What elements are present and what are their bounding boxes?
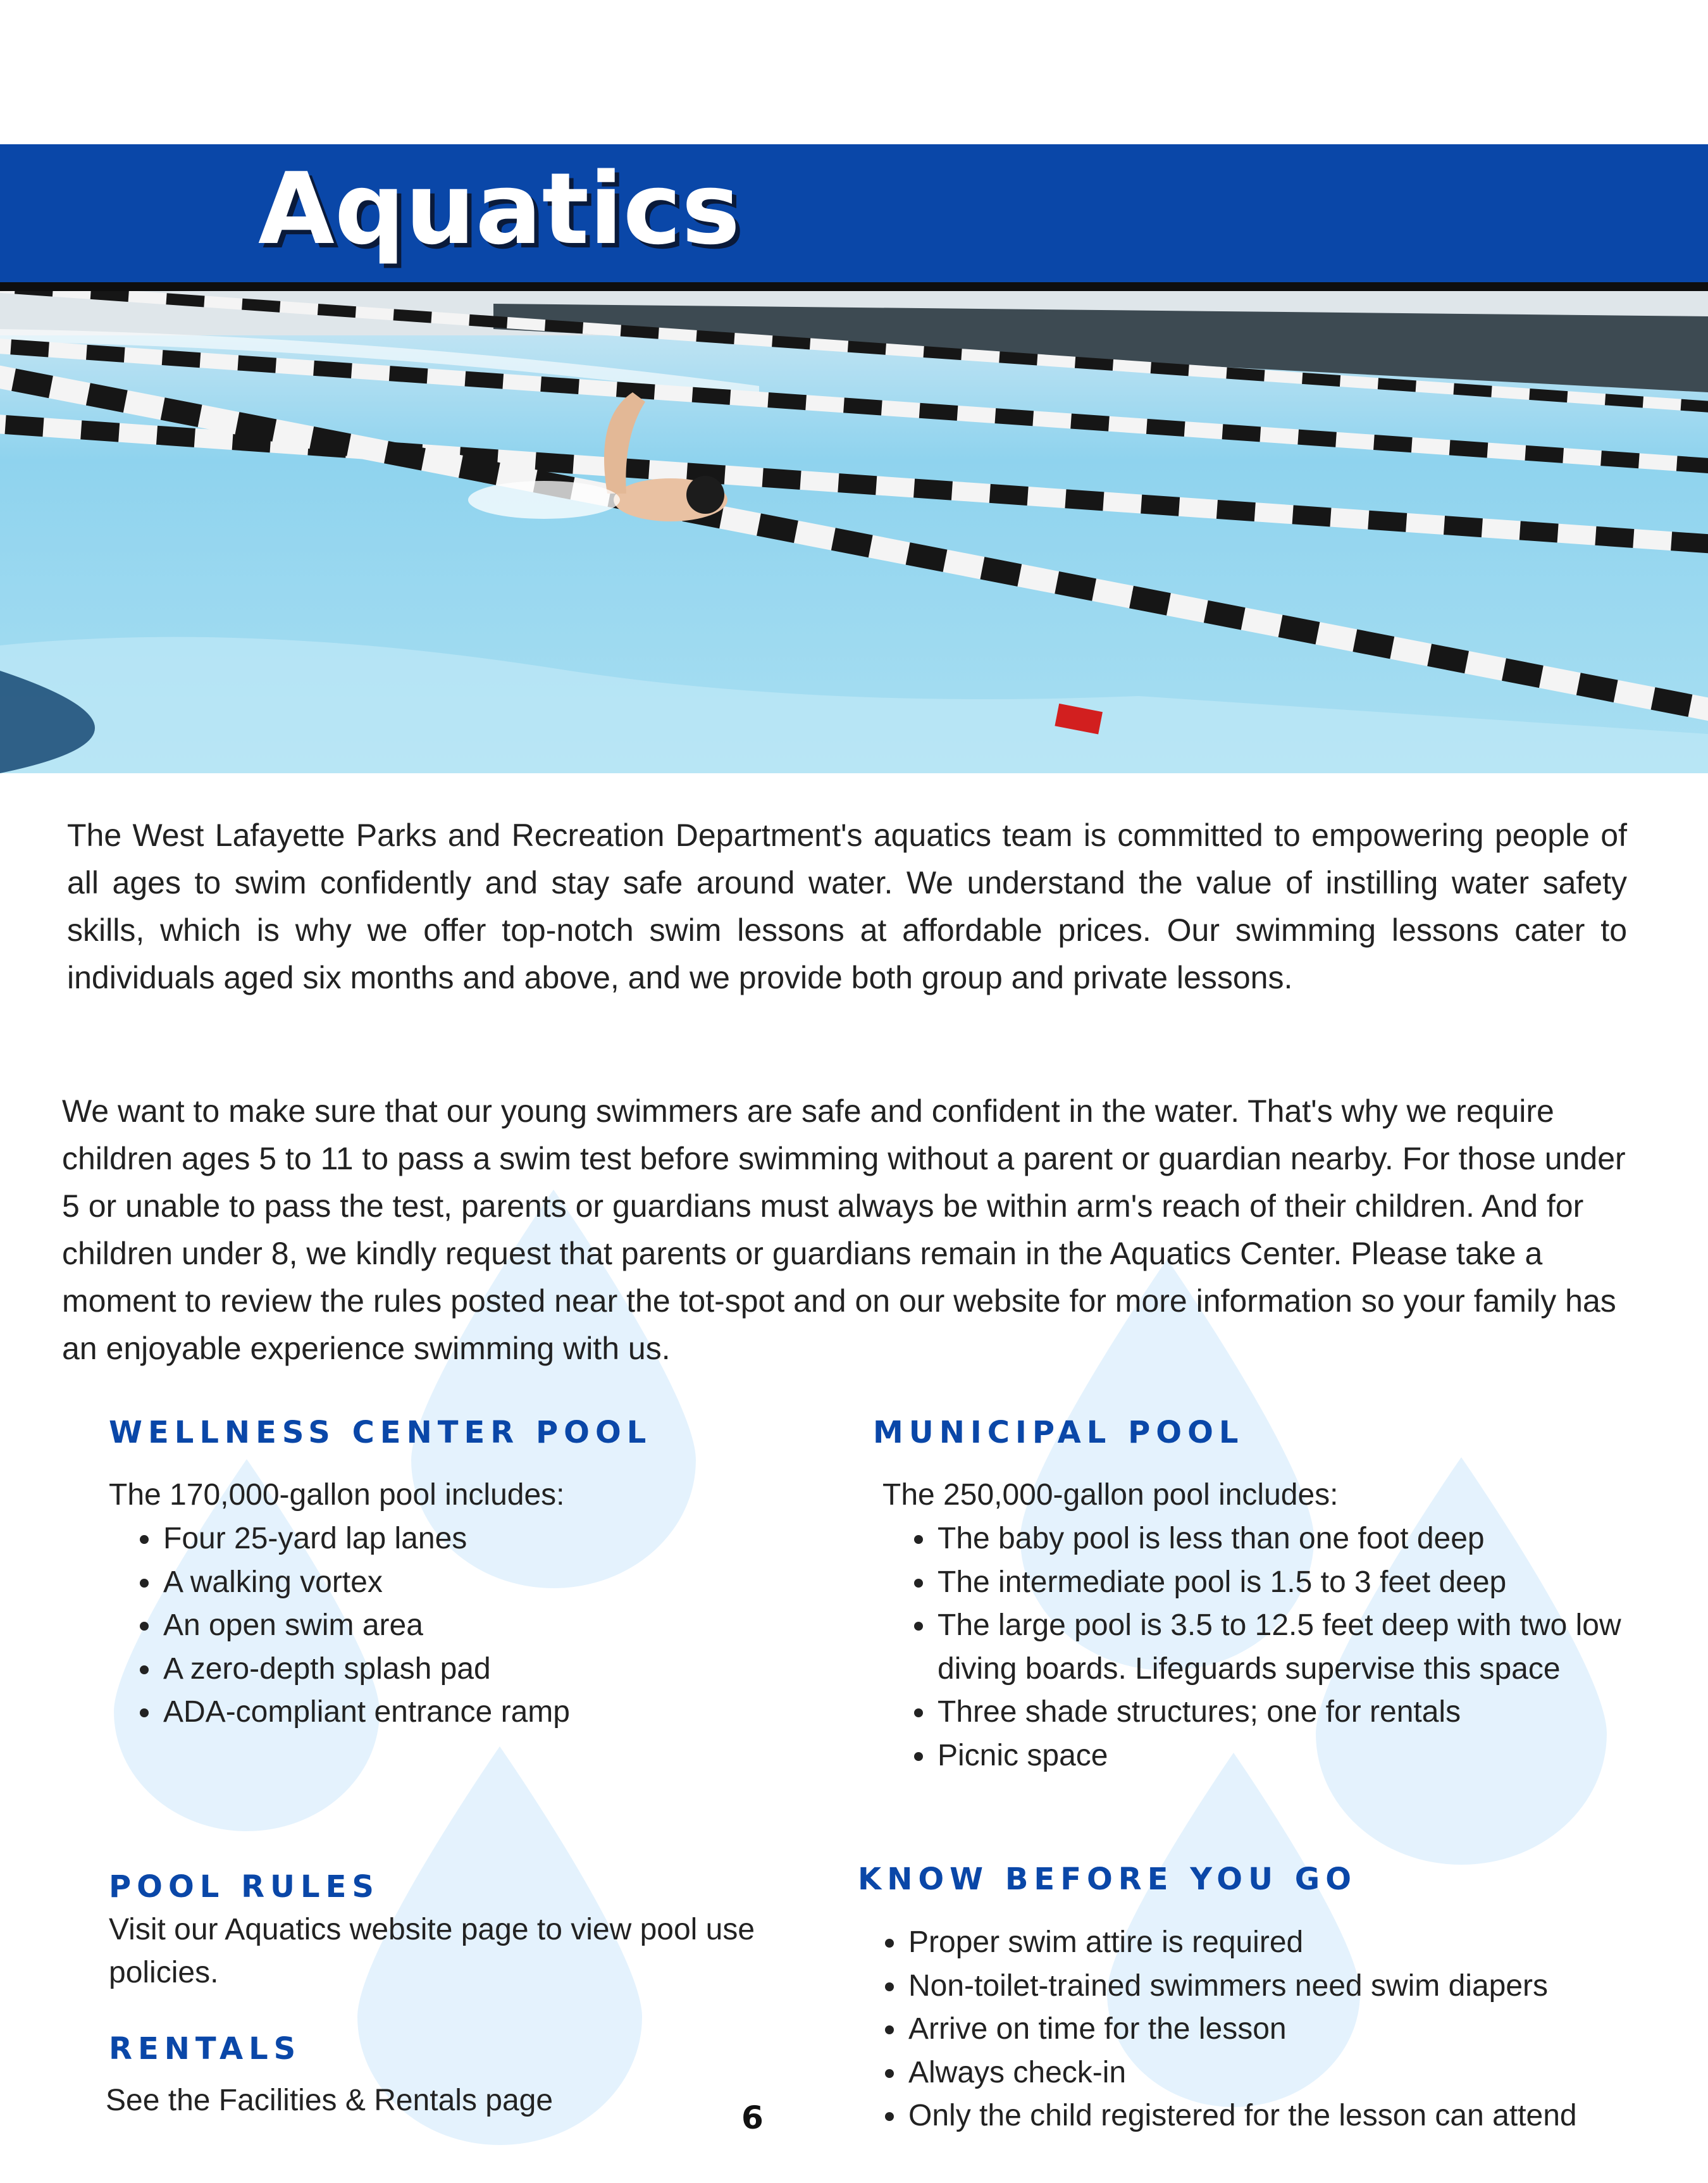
list-item: • The intermediate pool is 1.5 to 3 feet deep [936, 1561, 1683, 1605]
list-item: • Always check-in [907, 2051, 1708, 2095]
rentals-text: See the Facilities & Rentals page [106, 2084, 554, 2117]
list-item: • Non-toilet-trained swimmers need swim diapers [907, 1965, 1708, 2008]
list-item: • An open swim area [162, 1604, 570, 1648]
know-before-heading: KNOW BEFORE YOU GO [858, 1862, 1357, 1897]
page-number: 6 [741, 2099, 764, 2136]
pool-rules-text: Visit our Aquatics website page to view pool use policies. [109, 1913, 755, 1989]
pool-rules-heading: POOL RULES [109, 1869, 380, 1905]
rentals-heading: RENTALS [109, 2031, 302, 2067]
list-item: • The baby pool is less than one foot deep [936, 1517, 1683, 1561]
wellness-pool-list [109, 1517, 570, 1734]
header-banner [0, 144, 1708, 291]
wellness-pool-heading: WELLNESS CENTER POOL [109, 1415, 652, 1450]
list-item: • Four 25-yard lap lanes [162, 1517, 570, 1561]
municipal-pool-list [883, 1517, 1683, 1777]
intro-paragraph-2: We want to make sure that our young swimmers are safe and confident in the water. That's why we require children ages 5 to 11 to pass a swim test before swimming without a parent or guardian nearby. For those under 5 or unable to pass the test, parents or guardians must always be within arm's reach of their children. And for children under 8, we kindly request that parents or guardians remain in the Aquatics Center. Please take a moment to review the rules posted near the tot-spot and on our website for more information so your family has an enjoyable experience swimming with us. [62, 1093, 1626, 1366]
list-item: • The large pool is 3.5 to 12.5 feet deep with two low diving boards. Lifeguards supervise this space [936, 1604, 1683, 1691]
municipal-pool-intro: The 250,000-gallon pool includes: [882, 1478, 1339, 1512]
list-item: • Only the child registered for the lesson can attend [907, 2094, 1708, 2138]
list-item: • Proper swim attire is required [907, 1921, 1708, 1965]
list-item: • Picnic space [936, 1734, 1683, 1778]
list-item: • A zero-depth splash pad [162, 1648, 570, 1691]
list-item: • ADA-compliant entrance ramp [162, 1691, 570, 1734]
municipal-pool-heading: MUNICIPAL POOL [873, 1415, 1244, 1450]
wellness-pool-intro: The 170,000-gallon pool includes: [109, 1478, 565, 1512]
list-item: • A walking vortex [162, 1561, 570, 1605]
know-before-list [854, 1921, 1708, 2138]
list-item: • Arrive on time for the lesson [907, 2008, 1708, 2051]
hero-pool-photo [0, 291, 1708, 773]
intro-paragraph-1: The West Lafayette Parks and Recreation Department's aquatics team is committed to empowering people of all ages to swim confidently and stay safe around water. We understand the value of instilling water safety skills, which is why we offer top-notch swim lessons at affordable prices. Our swimming lessons cater to individuals aged six months and above, and we provide both group and private lessons. [67, 818, 1627, 995]
list-item: • Three shade structures; one for rentals [936, 1691, 1683, 1734]
page-title: Aquatics [258, 151, 741, 266]
